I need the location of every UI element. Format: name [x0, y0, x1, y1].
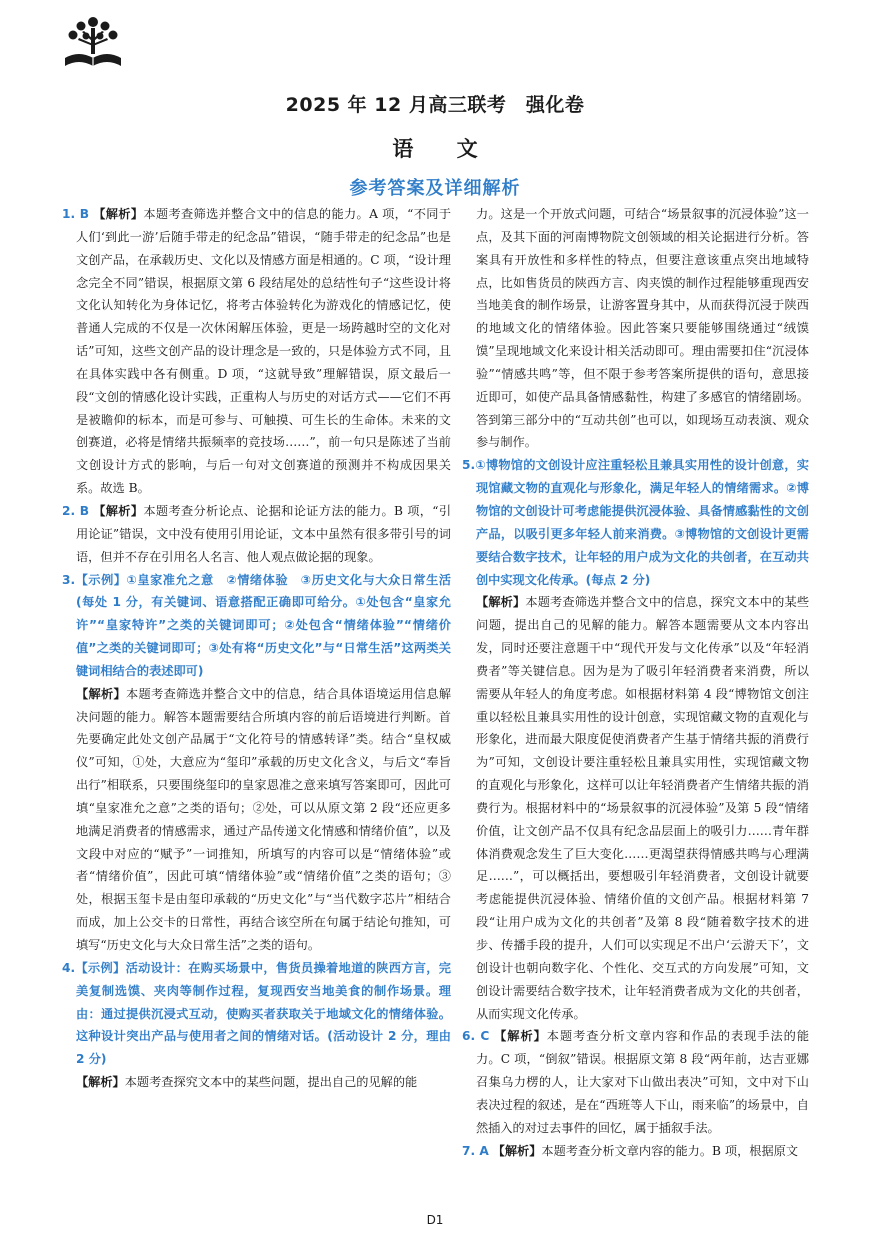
analysis-text: 本题考查分析文章内容的能力。B 项，根据原文	[541, 1143, 799, 1158]
analysis-tag: 【解析】	[93, 503, 144, 518]
section-heading: 参考答案及详细解析	[349, 178, 521, 199]
model-answer: 【示例】活动设计：在购买场景中，售货员操着地道的陕西方言，完美复制选馍、夹肉等制作过程，复现西安当地美食的制作场景。理由：通过提供沉浸式互动，使购买者获取关于地域文化的情绪体验。这种设计突出产品与使用者之间的情绪对话。(活动设计 2 分，理由 2 分)	[75, 960, 451, 1067]
item-number: 6. C	[462, 1029, 490, 1044]
analysis-text: 本题考查探究文本中的某些问题，提出自己的见解的能	[124, 1075, 418, 1090]
answer-item-2	[62, 500, 451, 569]
analysis-tag: 【解析】	[76, 686, 127, 701]
analysis-tag: 【解析】	[492, 1143, 542, 1158]
analysis-text: 本题考查筛选并整合文中的信息，结合具体语境运用信息解决问题的能力。解答本题需要结合所填内容的前后语境进行判断。首先要确定此处文创产品属于“文化符号的情感转译”类。结合“皇权威仪”可知，①处，大意应为“玺印”承载的历史文化含义，与后文“奉旨出行”相联系，只要围绕玺印的皇家恩准之意来填写答案即可，因此可填“皇家准允之意”之类的语句；②处，可以从原文第 2 段“还应更多地满足消费者的情感需求，通过产品传递文化情感和情绪价值”，以及文段中对应的“赋予”一词推知，所填写的内容可以是“情绪体验”或者“情绪价值”，因此可填“情绪体验”或“情绪价值”之类的语句；③处，根据玉玺卡是由玺印承载的“历史文化”与“当代数字芯片”相结合而成，加上公交卡的日常性，再结合该空所在句属于结论句推知，可填写“历史文化与大众日常生活”之类的语句。	[76, 686, 452, 952]
analysis-text: 本题考查筛选并整合文中的信息，探究文本中的某些问题，提出自己的见解的能力。解答本题需要从文本内容出发，同时还要注意题干中“现代开发与文化传承”以及“年轻消费者”等关键信息。因为是为了吸引年轻消费者来消费，所以需要从年轻人的角度考虑。如根据材料第 4 段“博物馆文创注重以轻松且兼具实用性的设计创意，实现馆藏文物的直观化与形象化，进而最大限度促使消费者产生基于情绪共振的消费行为”可知，文创设计要注重轻松且兼具实用性，实现馆藏文物的直观化与形象化，这样可以让年轻消费者产生情绪共振的消费行为。根据材料中的“场景叙事的沉浸体验”及第 5 段“情绪价值，让文创产品不仅具有纪念品层面上的吸引力……青年群体消费观念发生了巨大变化……更渴望获得情感共鸣与心理满足……”，可以概括出，要想吸引年轻消费者，文创设计就要考虑能提供沉浸体验、情绪价值的文创产品。根据材料第 7 段“让用户成为文化的共创者”及第 8 段“随着数字技术的进步、传播手段的提升，人们可以实现足不出户‘云游天下’，文创设计也朝向数字化、个性化、交互式的方向发展”可知，文创设计需要结合数字技术，让年轻消费者成为文化的共创者，从而实现文化传承。	[476, 595, 810, 1021]
item-number: 4.	[62, 960, 76, 975]
answer-item-3	[62, 569, 451, 683]
answer-item-4-continued	[462, 203, 809, 454]
answer-item-3-analysis	[62, 683, 451, 957]
subject-title: 语 文	[392, 137, 496, 161]
publisher-logo-icon	[62, 14, 124, 72]
right-column	[462, 203, 809, 1162]
answer-item-4	[62, 957, 451, 1071]
exam-title: 2025 年 12 月高三联考 强化卷	[285, 94, 585, 116]
analysis-text: 本题考查筛选并整合文中的信息的能力。A 项，“不同于人们‘到此一游’后随手带走的纪念品”错误，“随手带走的纪念品”也是文创产品，在承载历史、文化以及情感方面是相通的。C 项，“设计理念完全不同”错误，根据原文第 6 段结尾处的总结性句子“这些设计将文化认知转化为身体记忆，将考古体验转化为游戏化的情感记忆，使普通人完成的不仅是一次休闲解压体验，更是一场跨越时空的文化对话”可知，这些文创产品的设计理念是一致的，只是体验方式不同，且在具体实践中各有侧重。D 项，“这就导致”理解错误，原文最后一段“文创的情感化设计实践，正重构人与历史的对话方式——它们不再是被瞻仰的标本，而是可参与、可触摸、可生长的生命体。未来的文创赛道，必将是情绪共振频率的竞技场……”，前一句只是陈述了当前文创设计方式的影响，与后一句对文创赛道的预测并不构成因果关系。故选 B。	[76, 207, 452, 496]
answer-item-5	[462, 454, 809, 591]
item-number: 2. B	[62, 503, 89, 518]
analysis-tag: 【解析】	[93, 207, 144, 221]
item-number: 1. B	[62, 207, 89, 221]
model-answer: 【示例】①皇家准允之意 ②情绪体验 ③历史文化与大众日常生活(每处 1 分，有关键词、语意搭配正确即可给分。①处包含“皇家允许”“皇家特许”之类的关键词即可；②处包含“情绪体验”“情绪价值”之类的关键词即可；③处有将“历史文化”与“日常生活”这两类关键词相结合的表述即可)	[75, 572, 451, 678]
analysis-tag: 【解析】	[76, 1075, 125, 1090]
page-number: D1	[426, 1213, 444, 1227]
analysis-text: 本题考查分析文章内容和作品的表现手法的能力。C 项，“倒叙”错误。根据原文第 8 段“两年前，达吉亚娜召集乌力楞的人，让大家对下山做出表决”可知，文中对下山表决过程的叙述，是在“西班等人下山，雨来临”的场景中，自然插入的对过去事件的回忆，属于插叙手法。	[476, 1029, 810, 1135]
answer-item-7	[462, 1140, 809, 1163]
answer-item-6	[462, 1025, 809, 1139]
analysis-tag: 【解析】	[476, 595, 526, 610]
analysis-text: 本题考查分析论点、论据和论证方法的能力。B 项，“引用论证”错误，文中没有使用引用论证，文本中虽然有很多带引号的词语，但并不存在引用名人名言、他人观点做论据的现象。	[76, 503, 452, 564]
item-number: 5.	[462, 458, 476, 473]
analysis-text: 力。这是一个开放式问题，可结合“场景叙事的沉浸体验”这一点，及其下面的河南博物院文创领域的相关论据进行分析。答案具有开放性和多样性的特点，但要注意该重点突出地域特点，比如售货员的陕西方言、肉夹馍的制作过程能够重现西安当地美食的制作场景，让游客置身其中，从而获得沉浸于陕西的地域文化的情绪体验。因此答案只要能够围绕通过“绒馍馍”呈现地域文化来设计相关活动即可。理由需要扣住“沉浸体验”“情感共鸣”等，但不限于参考答案所提供的语句，意思接近即可，如使产品具备情感黏性，构建了多感官的情绪剧场。答到第三部分中的“互动共创”也可以，如现场互动表演、观众参与制作。	[476, 207, 809, 450]
item-number: 7. A	[462, 1143, 489, 1158]
answer-item-5-analysis	[462, 591, 809, 1025]
answer-item-1	[62, 203, 451, 500]
answer-item-4-analysis	[62, 1071, 451, 1094]
analysis-tag: 【解析】	[494, 1029, 547, 1044]
model-answer: ①博物馆的文创设计应注重轻松且兼具实用性的设计创意，实现馆藏文物的直观化与形象化，满足年轻人的情绪需求。②博物馆的文创设计可考虑能提供沉浸体验、具备情感黏性的文创产品，以吸引更多年轻人前来消费。③博物馆的文创设计更需要结合数字技术，让年轻的用户成为文化的共创者，在互动共创中实现文化传承。(每点 2 分)	[475, 458, 809, 587]
item-number: 3.	[62, 572, 76, 587]
left-column	[62, 203, 451, 1094]
